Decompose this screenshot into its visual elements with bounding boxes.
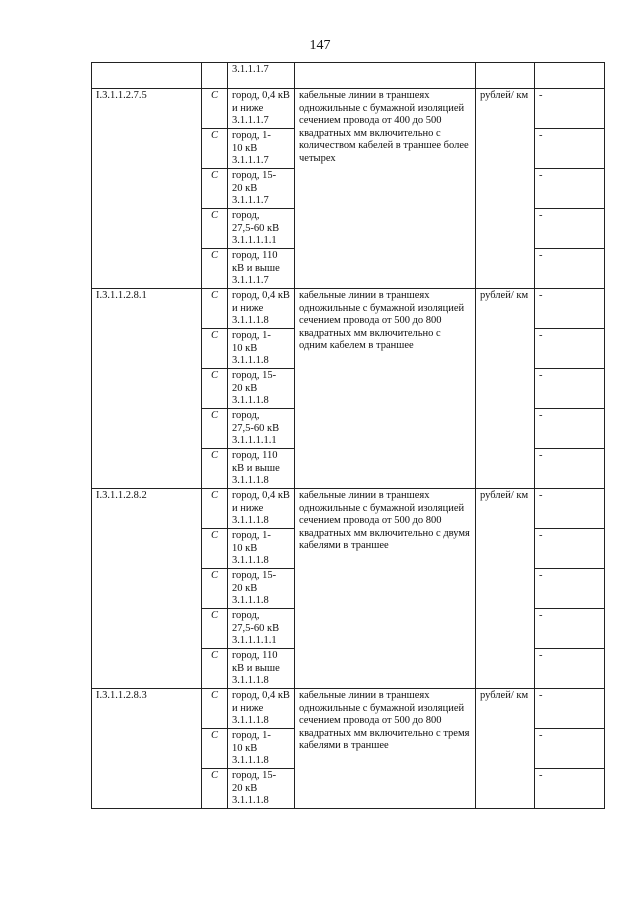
cell-code: I.3.1.1.2.7.5: [92, 89, 202, 289]
table-row: [92, 89, 605, 129]
cell-value: -: [535, 769, 605, 809]
cell-territory: город, 27,5-60 кВ 3.1.1.1.1.1: [228, 409, 295, 449]
cell-value: -: [535, 569, 605, 609]
cell-territory: город, 110 кВ и выше 3.1.1.1.8: [228, 649, 295, 689]
cell-indicator: С: [202, 89, 228, 129]
cell-code: [92, 63, 202, 89]
cell-territory: город, 110 кВ и выше 3.1.1.1.8: [228, 449, 295, 489]
cell-indicator: С: [202, 369, 228, 409]
cell-territory: город, 15- 20 кВ 3.1.1.1.8: [228, 369, 295, 409]
cell-indicator: С: [202, 489, 228, 529]
cell-territory: город, 110 кВ и выше 3.1.1.1.7: [228, 249, 295, 289]
cell-indicator: [202, 63, 228, 89]
cell-indicator: С: [202, 689, 228, 729]
cell-value: -: [535, 289, 605, 329]
cell-territory: город, 0,4 кВ и ниже 3.1.1.1.8: [228, 689, 295, 729]
cell-value: -: [535, 369, 605, 409]
cell-description: кабельные линии в траншеях одножильные с бумажной изоляцией сечением провода от 400 до 500 квадратных мм включительно с количеством кабелей в траншее более четырех: [295, 89, 476, 289]
cell-territory: город, 15- 20 кВ 3.1.1.1.8: [228, 569, 295, 609]
cell-territory: город, 0,4 кВ и ниже 3.1.1.1.8: [228, 489, 295, 529]
cell-indicator: С: [202, 769, 228, 809]
cell-indicator: С: [202, 529, 228, 569]
cell-indicator: С: [202, 729, 228, 769]
cell-value: -: [535, 449, 605, 489]
cell-indicator: С: [202, 289, 228, 329]
cell-value: -: [535, 729, 605, 769]
cell-indicator: С: [202, 409, 228, 449]
cell-value: -: [535, 409, 605, 449]
cell-indicator: С: [202, 649, 228, 689]
cell-territory: город, 27,5-60 кВ 3.1.1.1.1.1: [228, 609, 295, 649]
cell-indicator: С: [202, 449, 228, 489]
cell-description: кабельные линии в траншеях одножильные с бумажной изоляцией сечением провода от 500 до 800 квадратных мм включительно с двумя кабелями в траншее: [295, 489, 476, 689]
cell-territory: город, 0,4 кВ и ниже 3.1.1.1.8: [228, 289, 295, 329]
cell-description: кабельные линии в траншеях одножильные с бумажной изоляцией сечением провода от 500 до 800 квадратных мм включительно с одним кабелем в траншее: [295, 289, 476, 489]
cell-unit: рублей/ км: [476, 489, 535, 689]
cell-value: [535, 63, 605, 89]
cell-value: -: [535, 169, 605, 209]
cell-value: -: [535, 209, 605, 249]
cell-territory: город, 0,4 кВ и ниже 3.1.1.1.7: [228, 89, 295, 129]
cell-indicator: С: [202, 249, 228, 289]
page-number: 147: [309, 38, 331, 53]
cell-description: кабельные линии в траншеях одножильные с бумажной изоляцией сечением провода от 500 до 800 квадратных мм включительно с тремя кабелями в траншее: [295, 689, 476, 809]
cell-value: -: [535, 329, 605, 369]
cell-description: [295, 63, 476, 89]
cell-indicator: С: [202, 329, 228, 369]
cell-territory: город, 15- 20 кВ 3.1.1.1.8: [228, 769, 295, 809]
cell-unit: рублей/ км: [476, 89, 535, 289]
cell-code: I.3.1.1.2.8.1: [92, 289, 202, 489]
cell-territory: город, 1- 10 кВ 3.1.1.1.8: [228, 529, 295, 569]
cell-territory: город, 27,5-60 кВ 3.1.1.1.1.1: [228, 209, 295, 249]
table-body: [92, 63, 605, 809]
cell-value: -: [535, 609, 605, 649]
cell-indicator: С: [202, 169, 228, 209]
cell-unit: [476, 63, 535, 89]
cell-territory: 3.1.1.1.7: [228, 63, 295, 89]
cell-value: -: [535, 649, 605, 689]
tariff-table: [91, 62, 605, 809]
cell-territory: город, 15- 20 кВ 3.1.1.1.7: [228, 169, 295, 209]
cell-indicator: С: [202, 609, 228, 649]
table-row: [92, 689, 605, 729]
cell-value: -: [535, 249, 605, 289]
table-row: [92, 289, 605, 329]
cell-indicator: С: [202, 129, 228, 169]
cell-indicator: С: [202, 569, 228, 609]
cell-unit: рублей/ км: [476, 689, 535, 809]
cell-territory: город, 1- 10 кВ 3.1.1.1.8: [228, 329, 295, 369]
cell-unit: рублей/ км: [476, 289, 535, 489]
cell-value: -: [535, 129, 605, 169]
cell-value: -: [535, 689, 605, 729]
cell-code: I.3.1.1.2.8.3: [92, 689, 202, 809]
cell-territory: город, 1- 10 кВ 3.1.1.1.8: [228, 729, 295, 769]
cell-value: -: [535, 529, 605, 569]
cell-value: -: [535, 489, 605, 529]
table-row: [92, 489, 605, 529]
cell-indicator: С: [202, 209, 228, 249]
cell-value: -: [535, 89, 605, 129]
cell-code: I.3.1.1.2.8.2: [92, 489, 202, 689]
cell-territory: город, 1- 10 кВ 3.1.1.1.7: [228, 129, 295, 169]
table-row-continuation: [92, 63, 605, 89]
